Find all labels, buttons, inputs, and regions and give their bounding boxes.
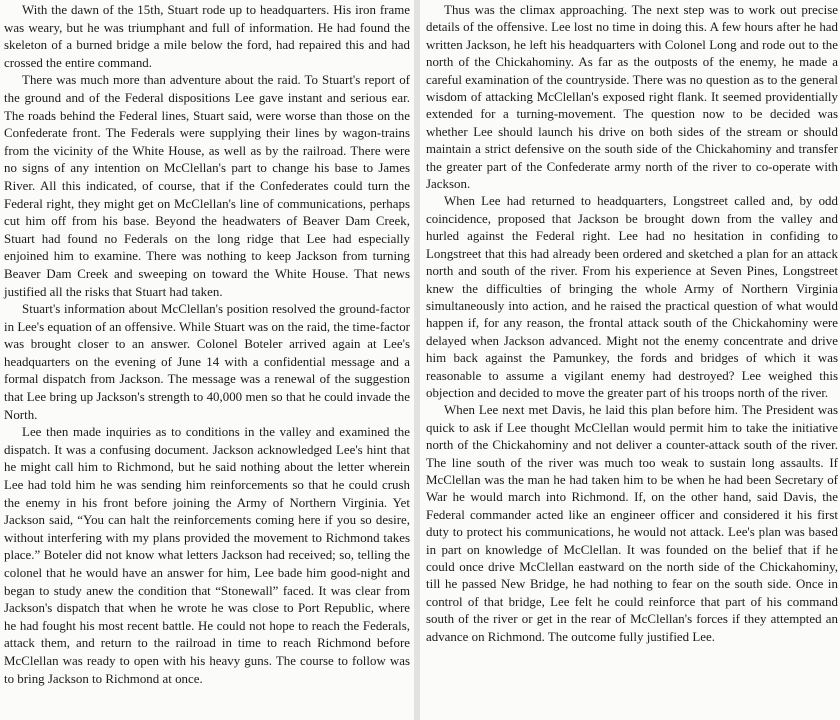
right-paragraph-2: When Lee had returned to headquarters, Longstreet called and, by odd coincidence, proposed that Jackson be brought down from the valley and hurled against the Federal right. Lee had no hesitation in confiding to Longstreet that this had already been ordered and sketched a plan for an attack north and south of the river. From his experience at Seven Pines, Longstreet knew the difficulties of bringing the whole Army of Northern Virginia simultaneously into action, and he raised the practical question of what would happen if, for any reason, the frontal attack south of the Chickahominy were delayed when Jackson advanced. Might not the enemy concentrate and drive him back against the Pamunkey, the fords and bridges of which it was reasonable to assume a vigilant enemy had destroyed? Lee weighed this objection and decided to move the greater part of his troops north of the river. — [426, 194, 838, 400]
right-page — [420, 0, 840, 720]
right-paragraph-3: When Lee next met Davis, he laid this plan before him. The President was quick to ask if Lee thought McClellan would permit him to take the initiative north of the Chickahominy and not deliver a counter-attack south of the river. The line south of the river was much too weak to sustain long assaults. If McClellan was the man he had taken him to be when he had been Secretary of War he would march into Richmond. If, on the other hand, said Davis, the Federal commander acted like an engineer officer and considered it his first duty to protect his communications, he would not attack. Lee's plan was based in part on knowledge of McClellan. It was founded on the belief that if he could once drive McClellan eastward on the north side of the Chickahominy, till he passed New Bridge, he had nothing to fear on the south side. Once in control of that bridge, Lee felt he could reinforce that part of his command south of the river or get in the rear of McClellan's forces if they attempted an advance on Richmond. The outcome fully justified Lee. — [426, 403, 838, 644]
right-paragraph-1: Thus was the climax approaching. The next step was to work out precise details of the offensive. Lee lost no time in doing this. A few hours after he had written Jackson, he left his headquarters with Colonel Long and rode out to the north of the Chickahominy. As far as the outposts of the enemy, he made a careful examination of the countryside. There was no question as to the general wisdom of attacking McClellan's exposed right flank. It seemed providentially extended for a turning-movement. The question now to be decided was whether Lee should launch his drive on both sides of the stream or should maintain a strict defensive on the south side of the Chickahominy and transfer the greater part of the Confederate army north of the river to co-operate with Jackson. — [426, 3, 838, 192]
left-paragraph-4: Lee then made inquiries as to conditions in the valley and examined the dispatch. It was a confusing document. Jackson acknowledged Lee's hint that he might call him to Richmond, but he said nothing about the letter wherein Lee had told him he was sending him reinforcements so that he could crush the enemy in his front before joining the Army of Northern Virginia. Yet Jackson said, “You can halt the reinforcements coming here if you so desire, without interfering with my plans provided the movement to Richmond takes place.” Boteler did not know what letters Jackson had received; so, telling the colonel that he would have an answer for him, Lee bade him good-night and began to study anew the condition that “Stonewall” faced. It was clear from Jackson's dispatch that when he wrote he was close to Port Republic, where he had fought his most recent battle. He could not hope to reach the Federals, attack them, and return to the railroad in time to reach Richmond before McClellan was ready to open with his heavy guns. The course to follow was to bring Jackson to Richmond at once. — [4, 425, 410, 686]
left-paragraph-2: There was much more than adventure about the raid. To Stuart's report of the ground and of the Federal dispositions Lee gave instant and serious ear. The roads behind the Federal lines, Stuart said, were worse than those on the Confederate front. The Federals were supplying their lines by wagon-trains from the vicinity of the White House, as well as by the railroad. There were no signs of any intention on McClellan's part to change his base to James River. All this indicated, of course, that if the Confederates could turn the Federal right, they might get on McClellan's line of communications, perhaps cut him off from his base. Beyond the headwaters of Beaver Dam Creek, Stuart had found no Federals on the long ridge that Lee had especially enjoined him to examine. There was nothing to keep Jackson from turning Beaver Dam Creek and sweeping on toward the White House. That news justified all the risks that Stuart had taken. — [4, 73, 410, 299]
left-paragraph-1: With the dawn of the 15th, Stuart rode up to headquarters. His iron frame was weary, but he was triumphant and full of information. He had found the skeleton of a burned bridge a mile below the ford, had repaired this and had crossed the entire command. — [4, 3, 410, 70]
left-paragraph-3: Stuart's information about McClellan's position resolved the ground-factor in Lee's equation of an offensive. While Stuart was on the raid, the time-factor was brought closer to an answer. Colonel Boteler arrived again at Lee's headquarters on the evening of June 14 with a confidential message and a formal dispatch from Jackson. The message was a renewal of the suggestion that Lee bring up Jackson's strength to 40,000 men so that he could invade the North. — [4, 302, 410, 422]
left-page — [0, 0, 414, 720]
